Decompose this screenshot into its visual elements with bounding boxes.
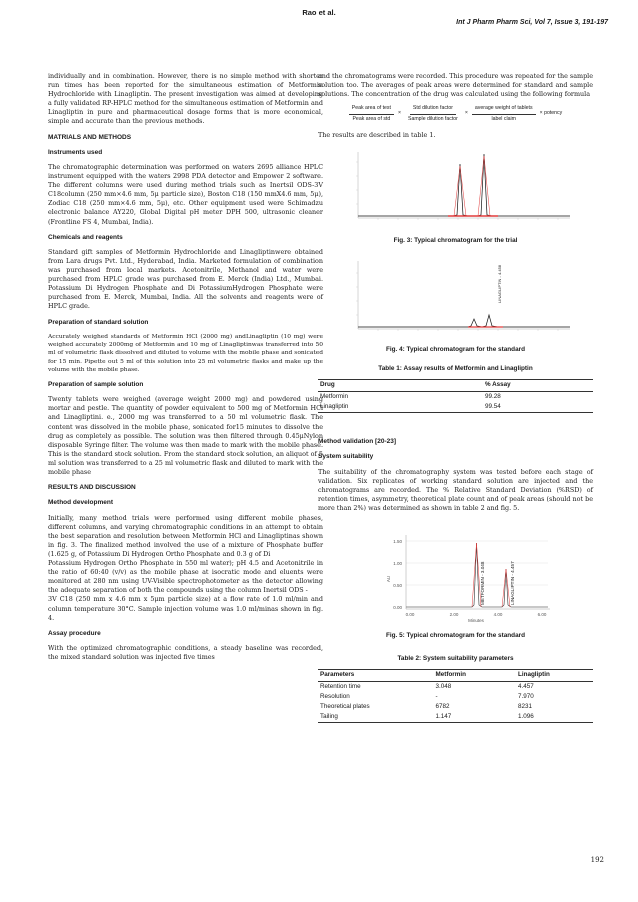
section-heading-results: RESULTS AND DISCUSSION: [48, 484, 136, 492]
table-2-caption: Table 2: System suitability parameters: [397, 655, 514, 663]
table-cell: 7.970: [518, 692, 534, 700]
formula-denominator-3: label claim: [491, 115, 517, 122]
table-cell: -: [435, 692, 438, 700]
standard-solution-paragraph: Accurately weighed standards of Metformin HCl (2000 mg) andLinagliptin (10 mg) were weighed accurately 2000mg of Metformin and 10 mg of Linagliptinwas transferred into 50 ml of volumetric flask dissolved and diluted to volume with the mobile phase and sonicated for 15 min. Pipette out 5 ml of this solution into 25 ml volumetric flasks and make up the volume with the mobile phase.: [48, 333, 323, 373]
fig5-yaxis-label: AU: [386, 575, 391, 583]
standard-trace: [358, 315, 570, 327]
table-cell: Theoretical plates: [320, 702, 370, 710]
chromatogram-trial-plot: [318, 146, 593, 230]
formula-times-1: ×: [397, 110, 401, 117]
table-cell: Linagliptin: [318, 402, 483, 412]
running-header-authors: Rao et al.: [302, 8, 336, 17]
subheading-system-suitability: System suitability: [318, 453, 374, 461]
intro-paragraph: individually and in combination. However, there is no simple method with shorter run times has been reported for the simultaneous estimation of Metformin Hydrochloride with Linagliptin. The present investigation was aimed at developing a fully validated RP-HPLC method for the simultaneous estimation of Metformin and Linagliptin in pure and pharmaceutical dosage forms that is more economical, simple and accurate than the previous methods.: [48, 72, 323, 126]
chromatogram-standard-plot: [318, 255, 593, 339]
table-row: [318, 692, 593, 702]
linagliptin-peak: [502, 569, 510, 607]
fig5-peak1-label: METFORMIN - 3.048: [480, 561, 485, 606]
assay-continued-paragraph: and the chromatograms were recorded. This procedure was repeated for the sample solution too. The averages of peak areas were determined for standard and sample solutions. The concentration of the drug was calculated using the following formula: [318, 72, 593, 99]
assay-paragraph: With the optimized chromatographic conditions, a steady baseline was recorded, the mixed standard solution was injected five times: [48, 643, 323, 662]
results-sentence: The results are described in table 1.: [318, 131, 436, 140]
chemicals-paragraph: Standard gift samples of Metformin Hydrochloride and Linagliptinwere obtained from Lara drugs Pvt. Ltd., Hyderabad, India. Marketed formulation of combination was purchased from local markets. Acetonitrile, Methanol and water were purchased from HPLC grade was purchased from E. Merck (India) Ltd., Mumbai. Potassium Di Hydrogen Phosphate and Di PotassiumHydrogen Phosphate were purchased from E. Merck, Mumbai, India. All the solvents and reagents were of HPLC grade.: [48, 247, 323, 311]
table-header-row: [318, 670, 593, 682]
page-number: 192: [590, 856, 604, 864]
table-cell: 3.048: [435, 682, 452, 690]
instruments-paragraph: The chromatographic determination was performed on waters 2695 alliance HPLC instrument equipped with the waters 2998 PDA detector and Empower 2 software. The different columns were used during method trials such as Inertsil ODS-3V C18column (250 mm×4.6 mm, 5μ particle size), Boston C18 (150 mmX4.6 mm, 5μ), Zodiac C18 (250 mm×4.6 mm, 5μ), etc. Other equipment used were Schimadzu electronic balance AY220, Global Digital pH meter DPH 500, ultrasonic cleaner (Frontline FS 4, Mumbai, India).: [48, 163, 323, 226]
subheading-standard-solution: Preparation of standard solution: [48, 318, 149, 326]
formula-fraction-2: [405, 105, 461, 123]
subheading-method-development: Method development: [48, 499, 114, 507]
figure-4-chromatogram: [318, 255, 593, 339]
chromatogram-standard-plot-2: [318, 529, 593, 625]
fig5-ytick: 0.00: [393, 605, 402, 611]
table-cell: Metformin: [320, 392, 348, 400]
fig5-xtick: 4.00: [493, 612, 503, 618]
trial-peak-2-fill: [478, 156, 490, 216]
figure-5-chromatogram: [318, 529, 593, 625]
figure-4-caption: Fig. 4: Typical chromatogram for the standard: [385, 346, 526, 354]
table-cell: 1.147: [434, 712, 517, 722]
subheading-sample-solution: Preparation of sample solution: [48, 381, 144, 389]
figure-3-chromatogram: [318, 146, 593, 230]
figure-3-caption: Fig. 3: Typical chromatogram for the trial: [393, 237, 518, 245]
figure-5-caption: Fig. 5: Typical chromatogram for the standard: [385, 632, 526, 640]
concentration-formula: [318, 105, 593, 123]
formula-numerator-3: average weight of tablets: [472, 105, 536, 114]
subheading-instruments: Instruments used: [48, 148, 103, 156]
formula-fraction-1: [349, 105, 394, 123]
method-paragraph-2: Potassium Hydrogen Ortho Phosphate in 550 ml water); pH 4.5 and Acetonitrile in the ratio of 60:40 (v/v) as the mobile phase at isocratic mode and eluents were monitored at 280 nm using UV-Visible spectrophotometer as the detector allowing the adequate separation of both the compounds using the column Inertsil ODS -: [48, 559, 323, 595]
fig5-ytick: 1.50: [393, 539, 402, 545]
table-cell: 99.28: [485, 392, 501, 400]
formula-numerator-1: Peak area of test: [349, 105, 394, 114]
table2-header-linagliptin: Linagliptin: [516, 670, 593, 682]
fig5-xtick: 0.00: [405, 612, 415, 618]
fig4-peak-label: LINAGLIPTIN - 4.458: [497, 265, 502, 304]
method-paragraph-3: 3V C18 (250 mm x 4.6 mm x 5μm particle size) at a flow rate of 1.0 ml/min and column temperature 30°C. Sample injection volume was 1.0 ml/minas shown in fig. 4.: [48, 595, 323, 622]
table-header-row: [318, 380, 593, 392]
trial-peak-1-fill: [454, 166, 466, 216]
formula-denominator-1: Peak area of std: [352, 115, 391, 122]
trial-trace: [358, 154, 570, 216]
right-column: [318, 72, 593, 723]
table-cell: 4.457: [518, 682, 534, 690]
fig5-peak2-label: LINAGLIPTIN - 4.457: [510, 561, 515, 606]
table-row: [318, 702, 593, 712]
table-row: [318, 402, 593, 412]
formula-denominator-2: Sample dilution factor: [408, 115, 458, 122]
fig5-ytick: 0.50: [393, 583, 402, 589]
formula-numerator-2: Std dilution factor: [410, 105, 456, 114]
fig5-xtick: 6.00: [537, 612, 547, 618]
subheading-chemicals: Chemicals and reagents: [48, 233, 123, 241]
table-1-assay: [318, 379, 593, 413]
method-paragraph-1: Initially, many method trials were performed using different mobile phases, different columns, and varying chromatographic conditions in an attempt to obtain the best separation and resolution between Metformin HCl and Linagliptinas shown in fig. 3. The finalized method involved the use of a mixture of Phosphate buffer (1.625 g, of Potassium Di Hydrogen Ortho Phosphate and 0.3 g of Di: [48, 513, 323, 558]
table-2-system-suitability: [318, 669, 593, 723]
table1-header-assay: % Assay: [483, 380, 593, 392]
table2-header-parameters: Parameters: [318, 670, 434, 682]
formula-fraction-3: [472, 105, 536, 123]
table-cell: Retention time: [320, 682, 361, 690]
table-cell: 1.096: [516, 712, 593, 722]
sample-solution-paragraph: Twenty tablets were weighed (average weight 2000 mg) and powdered using mortar and pestle. The quantity of powder equivalent to 500 mg of Metformin HCl and Linagliptini. e., 2000 mg was transferred to a 50 ml volumetric flask. The content was dissolved in the mobile phase, sonicated for15 minutes to dissolve the drug as completely as possible. The solution was then filtered through 0.45μNylon disposable Syringe filter. The volume was then made to mark with the mobile phase. This is the standard stock solution. From the standard stock solution, an aliquot of 5 ml solution was transferred to a 25 ml volumetric flask and diluted to mark with the mobile phase: [48, 395, 323, 477]
formula-potency: × potency: [539, 110, 563, 117]
fig5-xaxis-label: Minutes: [468, 618, 484, 624]
running-header-journal: Int J Pharm Pharm Sci, Vol 7, Issue 3, 191-197: [456, 19, 608, 26]
table-cell: 6782: [435, 702, 450, 710]
table-cell: 8231: [518, 702, 533, 710]
section-heading-materials: MATRIALS AND METHODS: [48, 133, 132, 141]
table-1-caption: Table 1: Assay results of Metformin and Linagliptin: [378, 365, 533, 373]
subheading-assay-procedure: Assay procedure: [48, 629, 101, 637]
table-row: [318, 712, 593, 722]
left-column: [48, 72, 323, 668]
table-cell: Tailing: [318, 712, 434, 722]
table-cell: 99.54: [483, 402, 593, 412]
subheading-method-validation: Method validation [20-23]: [318, 438, 397, 446]
table1-header-drug: Drug: [318, 380, 483, 392]
table-cell: Resolution: [320, 692, 350, 700]
fig5-ytick: 1.00: [393, 561, 402, 567]
fig5-xtick: 2.00: [449, 612, 459, 618]
system-suitability-paragraph: The suitability of the chromatography system was tested before each stage of validation. Six replicates of working standard solution are injected and the chromatograms are recorded. The % Relative Standard Deviation (%RSD) of retention times, asymmetry, theoretical plate count and of peak areas (should not be more than 2%) was determined as shown in table 2 and fig. 5.: [318, 467, 593, 513]
formula-times-2: ×: [464, 110, 468, 117]
table-row: [318, 682, 593, 692]
table2-header-metformin: Metformin: [434, 670, 517, 682]
table-row: [318, 392, 593, 402]
